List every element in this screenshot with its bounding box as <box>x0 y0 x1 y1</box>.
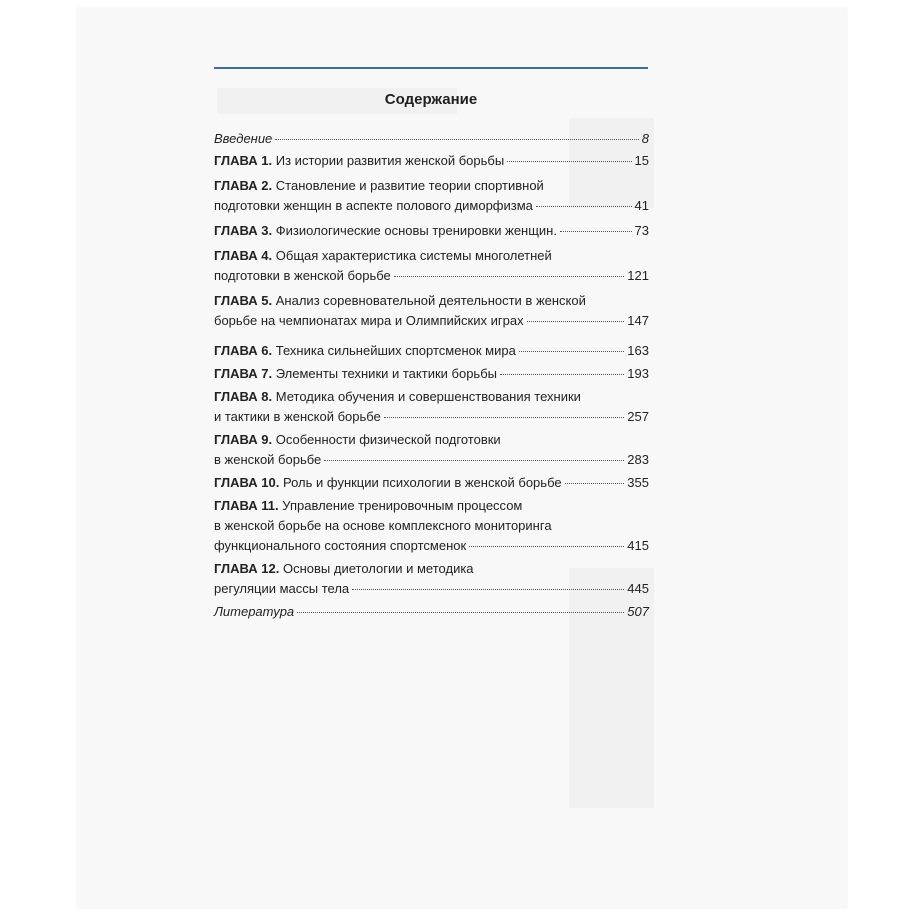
toc-entry <box>214 176 649 216</box>
entry-title: Управление тренировочным процессом <box>282 498 523 513</box>
chapter-label: ГЛАВА 2. <box>214 178 273 193</box>
dot-leader <box>527 321 625 322</box>
toc-line <box>214 473 649 493</box>
dot-leader <box>384 417 625 418</box>
chapter-label: ГЛАВА 4. <box>214 248 273 263</box>
toc-line-continued <box>214 246 649 266</box>
toc-entry <box>214 559 649 599</box>
toc-line-continued <box>214 430 649 450</box>
entry-title: Основы диетологии и методика <box>283 561 474 576</box>
toc-line <box>214 341 649 361</box>
toc-entry <box>214 129 649 149</box>
entry-title: Особенности физической подготовки <box>275 432 501 447</box>
page-number: 355 <box>627 475 649 490</box>
entry-title: Элементы техники и тактики борьбы <box>275 366 497 381</box>
page-number: 415 <box>627 538 649 553</box>
toc-line <box>214 536 649 556</box>
toc-line <box>214 196 649 216</box>
entry-title: в женской борьбе <box>214 452 322 467</box>
toc-line <box>214 364 649 384</box>
toc-entry <box>214 221 649 241</box>
dot-leader <box>560 231 632 232</box>
header-rule <box>214 67 648 69</box>
chapter-label: ГЛАВА 10. <box>214 475 280 490</box>
chapter-label: ГЛАВА 8. <box>214 389 273 404</box>
toc-line <box>214 266 649 286</box>
page-number: 507 <box>627 604 649 619</box>
toc-entry <box>214 473 649 493</box>
toc-entry <box>214 364 649 384</box>
toc-line <box>214 407 649 427</box>
entry-title: Из истории развития женской борьбы <box>275 153 505 168</box>
chapter-label: ГЛАВА 1. <box>214 153 273 168</box>
page-number: 283 <box>627 452 649 467</box>
toc-line-continued <box>214 559 649 579</box>
toc-line <box>214 129 649 149</box>
dot-leader <box>519 351 624 352</box>
entry-title: и тактики в женской борьбе <box>214 409 381 424</box>
toc-entry <box>214 387 649 427</box>
dot-leader <box>500 374 624 375</box>
toc-entry <box>214 430 649 470</box>
toc-line-continued <box>214 496 649 516</box>
chapter-label: ГЛАВА 6. <box>214 343 273 358</box>
dot-leader <box>324 460 624 461</box>
entry-title: Анализ соревновательной деятельности в женской <box>275 293 586 308</box>
toc-entry <box>214 602 649 622</box>
toc-line-continued <box>214 387 649 407</box>
toc-entry <box>214 151 649 171</box>
chapter-label: ГЛАВА 12. <box>214 561 280 576</box>
toc-line-continued <box>214 516 649 536</box>
toc-line <box>214 602 649 622</box>
toc-entry <box>214 496 649 556</box>
chapter-label: ГЛАВА 5. <box>214 293 273 308</box>
toc-entry <box>214 246 649 286</box>
toc-line <box>214 311 649 331</box>
page-number: 8 <box>641 131 649 146</box>
page-number: 257 <box>627 409 649 424</box>
toc-line <box>214 151 649 171</box>
dot-leader <box>507 161 631 162</box>
dot-leader <box>536 206 632 207</box>
page-number: 193 <box>627 366 649 381</box>
entry-title: Техника сильнейших спортсменок мира <box>275 343 516 358</box>
page-number: 41 <box>634 198 649 213</box>
toc-entry <box>214 341 649 361</box>
page-number: 147 <box>627 313 649 328</box>
entry-title: регуляции массы тела <box>214 581 350 596</box>
entry-title: Введение <box>214 131 273 146</box>
chapter-label: ГЛАВА 11. <box>214 498 279 513</box>
chapter-label: ГЛАВА 9. <box>214 432 273 447</box>
dot-leader <box>394 276 625 277</box>
entry-title: в женской борьбе на основе комплексного мониторинга <box>214 518 552 533</box>
page-number: 15 <box>634 153 649 168</box>
entry-title: Методика обучения и совершенствования техники <box>275 389 581 404</box>
page-number: 73 <box>634 223 649 238</box>
page-title: Содержание <box>384 91 478 108</box>
dot-leader <box>352 589 624 590</box>
page-number: 163 <box>627 343 649 358</box>
chapter-label: ГЛАВА 3. <box>214 223 273 238</box>
entry-title: Физиологические основы тренировки женщин. <box>275 223 557 238</box>
page-number: 445 <box>627 581 649 596</box>
entry-title: Общая характеристика системы многолетней <box>275 248 552 263</box>
entry-title: подготовки женщин в аспекте полового диморфизма <box>214 198 533 213</box>
dot-leader <box>297 612 624 613</box>
entry-title: Становление и развитие теории спортивной <box>275 178 544 193</box>
entry-title: Литература <box>214 604 295 619</box>
entry-title: подготовки в женской борьбе <box>214 268 391 283</box>
toc-line <box>214 579 649 599</box>
toc-line <box>214 450 649 470</box>
toc-entry <box>214 291 649 331</box>
chapter-label: ГЛАВА 7. <box>214 366 273 381</box>
dot-leader <box>469 546 624 547</box>
dot-leader <box>565 483 625 484</box>
table-of-contents <box>214 129 649 622</box>
page-number: 121 <box>627 268 649 283</box>
entry-title: функционального состояния спортсменок <box>214 538 467 553</box>
entry-title: борьбе на чемпионатах мира и Олимпийских играх <box>214 313 524 328</box>
entry-title: Роль и функции психологии в женской борьбе <box>283 475 562 490</box>
toc-line-continued <box>214 176 649 196</box>
dot-leader <box>275 139 638 140</box>
toc-line <box>214 221 649 241</box>
toc-line-continued <box>214 291 649 311</box>
